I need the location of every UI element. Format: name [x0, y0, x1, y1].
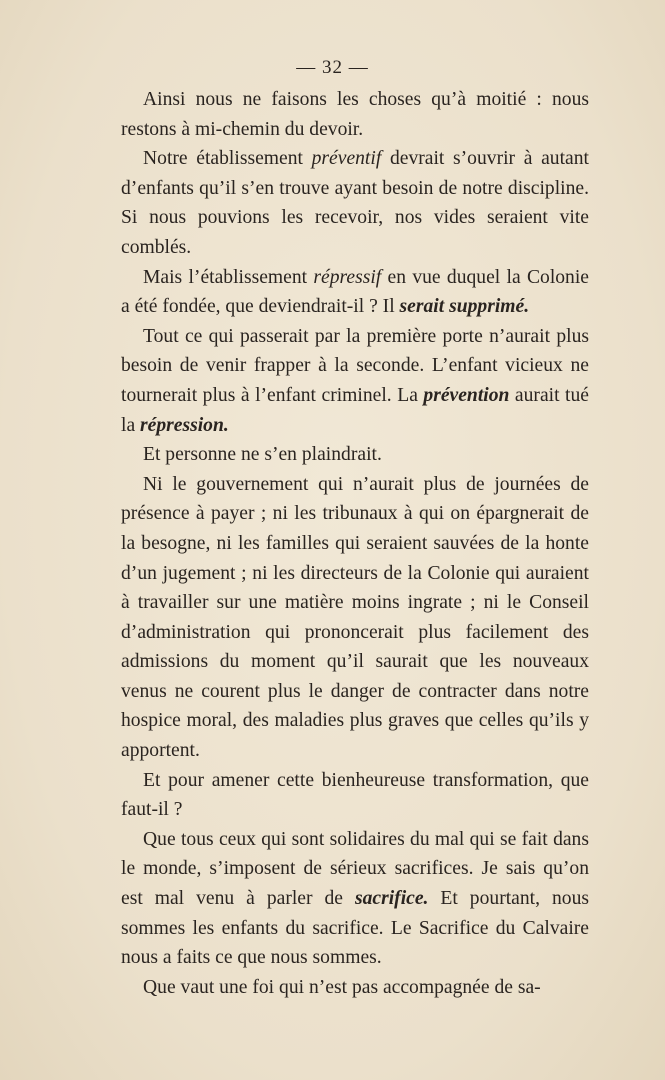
italic-word: préventif	[311, 148, 382, 170]
paragraph	[121, 825, 589, 973]
text-run: Ainsi nous ne faisons les choses qu’à moitié : nous restons à mi-chemin du devoir.	[121, 89, 589, 140]
body-text	[121, 85, 589, 1002]
text-run: aurait tué la	[121, 384, 589, 436]
paragraph	[121, 263, 589, 322]
paragraph	[121, 766, 589, 825]
paragraph	[121, 973, 589, 1003]
paragraph	[121, 470, 589, 766]
text-run: devrait s’ouvrir à autant d’enfants qu’il s’en trouve ayant besoin de notre discipline. Si nous pouvions les recevoir, nos vides seraient vite comblés.	[121, 148, 589, 258]
italic-word: répressif	[313, 266, 382, 288]
paragraph	[121, 85, 589, 144]
bold-italic-word: sacrifice.	[354, 888, 429, 910]
paragraph	[121, 440, 589, 470]
text-run: Notre établissement	[143, 148, 312, 170]
text-run: en vue duquel la Colonie a été fondée, que deviendrait-il ? Il	[121, 266, 589, 318]
text-run: Que vaut une foi qui n’est pas accompagnée de sa-	[143, 976, 541, 998]
bold-italic-word: serait supprimé.	[399, 296, 530, 318]
text-run: Que tous ceux qui sont solidaires du mal qui se fait dans le monde, s’imposent de sérieux sacrifices. Je sais qu’on est mal venu à parler de	[121, 828, 589, 910]
text-run: Tout ce qui passerait par la première porte n’aurait plus besoin de venir frapper à la seconde. L’enfant vicieux ne tournerait plus à l’enfant criminel. La	[121, 325, 589, 406]
text-run: Et pourtant, nous sommes les enfants du sacrifice. Le Sacrifice du Calvaire nous a faits ce que nous sommes.	[121, 888, 589, 969]
paragraph	[121, 322, 589, 440]
text-run: Ni le gouvernement qui n’aurait plus de journées de présence à payer ; ni les tribunaux à qui on épargnerait de la besogne, ni les familles qui seraient sauvées de la honte d’un jugement ; ni les directeurs de la Colonie qui auraient à travailler sur une matière moins ingrate ; ni le Conseil d’administration qui prononcerait plus facilement des admissions du moment qu’il saurait que les nouveaux venus ne courent plus le danger de contracter dans notre hospice moral, des maladies plus graves que celles qu’ils y apportent.	[121, 473, 589, 762]
page-number: — 32 —	[296, 57, 369, 78]
text-run: Et personne ne s’en plaindrait.	[143, 444, 382, 466]
paragraph	[121, 144, 589, 262]
text-run: Mais l’établissement	[143, 266, 314, 288]
bold-italic-word: répression.	[140, 414, 229, 436]
bold-italic-word: prévention	[423, 384, 510, 406]
text-run: Et pour amener cette bienheureuse transformation, que faut-il ?	[121, 769, 589, 821]
